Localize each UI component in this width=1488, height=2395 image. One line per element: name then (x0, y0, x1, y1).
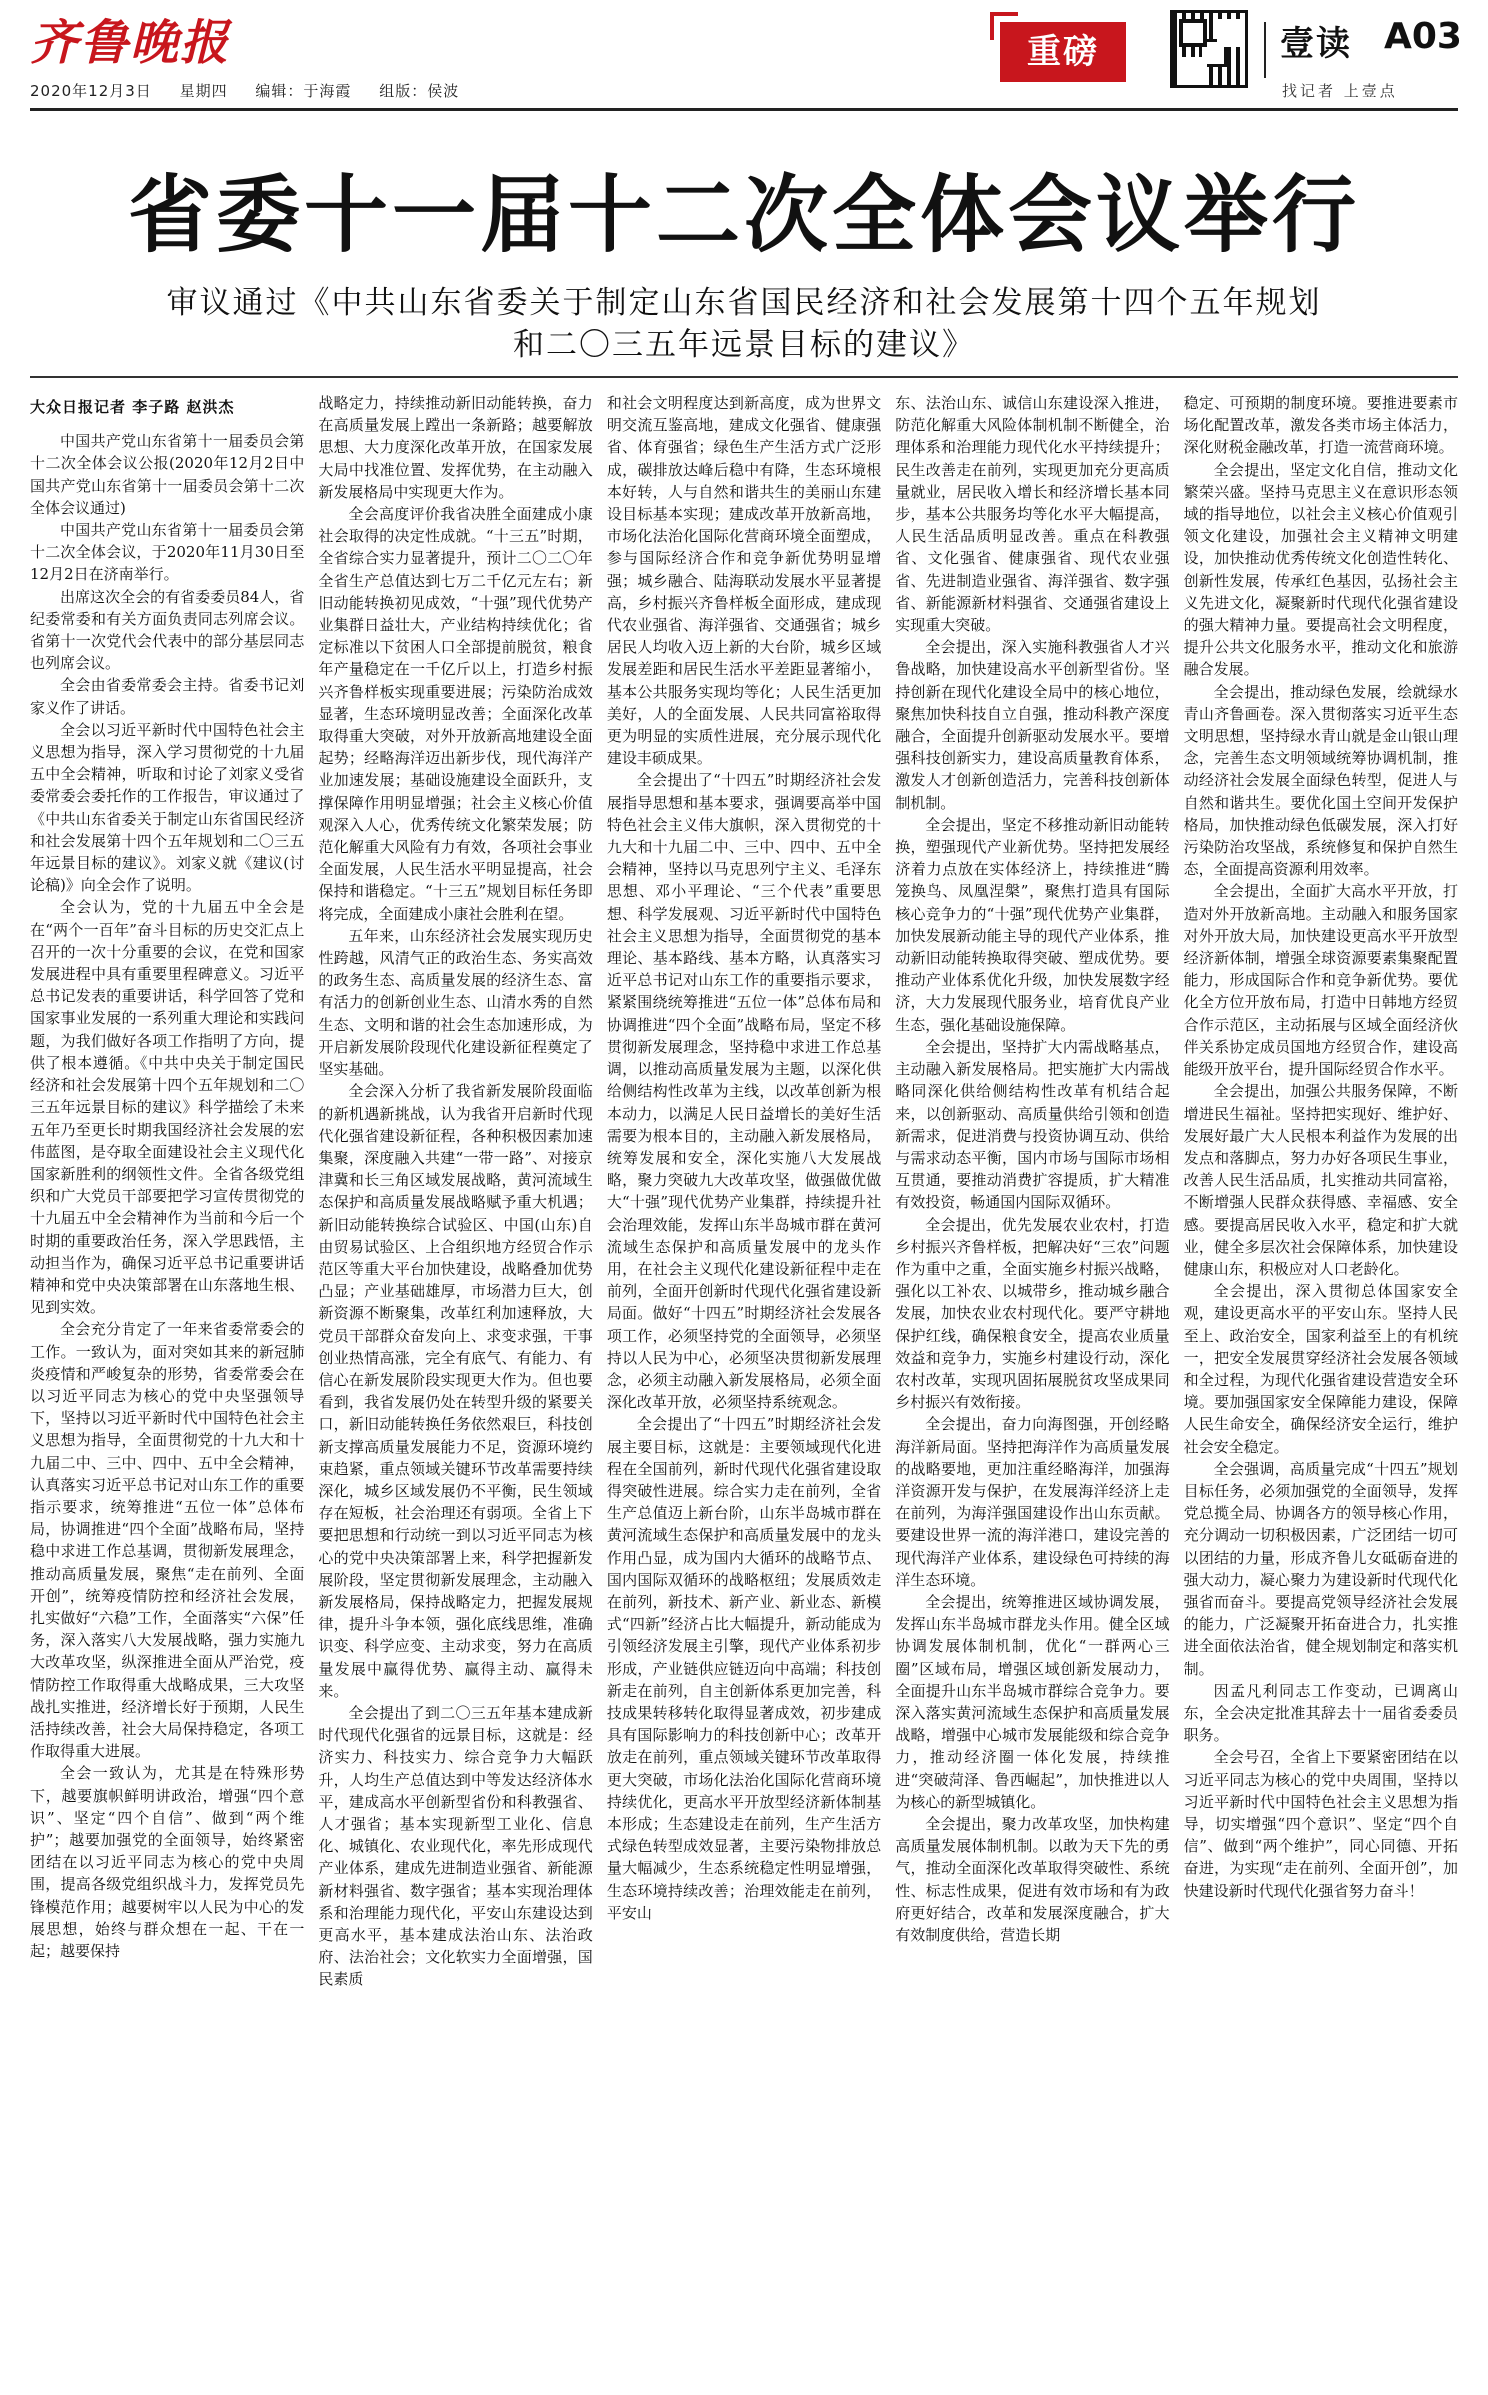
paragraph: 中国共产党山东省第十一届委员会第十二次全体会议公报(2020年12月2日中国共产党山东省第十一届委员会第十二次全体会议通过) (30, 432, 305, 517)
body-column-5 (1184, 392, 1458, 2382)
paragraph: 全会提出了“十四五”时期经济社会发展主要目标，这就是：主要领域现代化进程在全国前列，新时代现代化强省建设取得突破性进展。综合实力走在前列，全省生产总值迈上新台阶，山东半岛城市群在黄河流域生态保护和高质量发展中的龙头作用凸显，成为国内大循环的战略节点、国内国际双循环的战略枢纽；发展质效走在前列，新技术、新产业、新业态、新模式“四新”经济占比大幅提升，新动能成为引领经济发展主引擎，现代产业体系初步形成，产业链供应链迈向中高端；科技创新走在前列，自主创新体系更加完善，科技成果转移转化取得显著成效，初步建成具有国际影响力的科技创新中心；改革开放走在前列，重点领域关键环节改革取得更大突破，市场化法治化国际化营商环境持续优化，更高水平开放型经济新体制基本形成；生态建设走在前列，生产生活方式绿色转型成效显著，主要污染物排放总量大幅减少，生态系统稳定性明显增强，生态环境持续改善；治理效能走在前列，平安山 (606, 1415, 882, 1922)
paragraph: 战略定力，持续推动新旧动能转换，奋力在高质量发展上蹚出一条新路；越要解放思想、大力度深化改革开放，在国家发展大局中找准位置、发挥优势，在主动融入新发展格局中实现更大作为。 (318, 394, 593, 501)
paragraph: 全会高度评价我省决胜全面建成小康社会取得的决定性成就。“十三五”时期，全省综合实力显著提升，预计二〇二〇年全省生产总值达到七万二千亿元左右；新旧动能转换初见成效，“十强”现代优势产业集群日益壮大，产业结构持续优化；省定标准以下贫困人口全部提前脱贫，粮食年产量稳定在一千亿斤以上，打造乡村振兴齐鲁样板实现重要进展；污染防治成效显著，生态环境明显改善；全面深化改革取得重大突破，对外开放新高地建设全面起势；经略海洋迈出新步伐，现代海洋产业加速发展；基础设施建设全面跃升，支撑保障作用明显增强；社会主义核心价值观深入人心，优秀传统文化繁荣发展；防范化解重大风险有力有效，各项社会事业全面发展，人民生活水平明显提高，社会保持和谐稳定。“十三五”规划目标任务即将完成，全面建成小康社会胜利在望。 (318, 505, 593, 923)
reporter-slogan: 找记者 上壹点 (1282, 82, 1398, 100)
section-badge: 重磅 (1000, 22, 1126, 82)
paragraph: 全会提出，深入实施科教强省人才兴鲁战略，加快建设高水平创新型省份。坚持创新在现代化建设全局中的核心地位，聚焦加快科技自立自强，推动科教产深度融合，全面提升创新驱动发展水平。要增强科技创新实力，建设高质量教育体系，激发人才创新创造活力，完善科技创新体制机制。 (895, 638, 1170, 812)
paragraph: 全会强调，高质量完成“十四五”规划目标任务，必须加强党的全面领导，发挥党总揽全局、协调各方的领导核心作用，充分调动一切积极因素，广泛团结一切可以团结的力量，形成齐鲁儿女砥砺奋进的强大动力，凝心聚力为建设新时代现代化强省而奋斗。要提高党领导经济社会发展的能力，广泛凝聚开拓奋进合力，扎实推进全面依法治省，健全规划制定和落实机制。 (1183, 1459, 1459, 1678)
paragraph: 全会提出，聚力改革攻坚，加快构建高质量发展体制机制。以敢为天下先的勇气，推动全面深化改革取得突破性、系统性、标志性成果，促进有效市场和有为政府更好结合，改革和发展深度融合，扩大有效制度供给，营造长期 (895, 1815, 1170, 1945)
paragraph: 全会提出了“十四五”时期经济社会发展指导思想和基本要求，强调要高举中国特色社会主义伟大旗帜，深入贯彻党的十九大和十九届二中、三中、四中、五中全会精神，坚持以马克思列宁主义、毛泽东思想、邓小平理论、“三个代表”重要思想、科学发展观、习近平新时代中国特色社会主义思想为指导，全面贯彻党的基本理论、基本路线、基本方略，认真落实习近平总书记对山东工作的重要指示要求，紧紧围绕统筹推进“五位一体”总体布局和协调推进“四个全面”战略布局，坚定不移贯彻新发展理念，坚持稳中求进工作总基调，以推动高质量发展为主题，以深化供给侧结构性改革为主线，以改革创新为根本动力，以满足人民日益增长的美好生活需要为根本目的，主动融入新发展格局，统筹发展和安全，深化实施八大发展战略，聚力突破九大改革攻坚，做强做优做大“十强”现代优势产业集群，持续提升社会治理效能，发挥山东半岛城市群在黄河流域生态保护和高质量发展中的龙头作用，在社会主义现代化建设新征程中走在前列，全面开创新时代现代化强省建设新局面。做好“十四五”时期经济社会发展各项工作，必须坚持党的全面领导，必须坚持以人民为中心，必须坚决贯彻新发展理念，必须主动融入新发展格局，必须全面深化改革开放，必须坚持系统观念。 (606, 771, 882, 1412)
paragraph: 稳定、可预期的制度环境。要推进要素市场化配置改革，激发各类市场主体活力，深化财税金融改革，打造一流营商环境。 (1183, 394, 1459, 457)
paragraph: 因孟凡利同志工作变动，已调离山东，全会决定批准其辞去十一届省委委员职务。 (1183, 1681, 1459, 1745)
paragraph: 全会以习近平新时代中国特色社会主义思想为指导，深入学习贯彻党的十九届五中全会精神，听取和讨论了刘家义受省委常委会委托作的工作报告，审议通过了《中共山东省委关于制定山东省国民经济和社会发展第十四个五年规划和二〇三五年远景目标的建议》。刘家义就《建议(讨论稿)》向全会作了说明。 (30, 720, 305, 895)
paragraph: 全会提出了到二〇三五年基本建成新时代现代化强省的远景目标，这就是：经济实力、科技实力、综合竞争力大幅跃升，人均生产总值达到中等发达经济体水平，建成高水平创新型省份和科教强省、人才强省；基本实现新型工业化、信息化、城镇化、农业现代化，率先形成现代产业体系，建成先进制造业强省、新能源新材料强省、数字强省；基本实现治理体系和治理能力现代化，平安山东建设达到更高水平，基本建成法治山东、法治政府、法治社会；文化软实力全面增强，国民素质 (318, 1703, 593, 1989)
issue-date: 2020年12月3日 (30, 82, 152, 100)
article-subheadline (60, 282, 1428, 366)
masthead-divider (1264, 22, 1266, 78)
page-number: A03 (1384, 16, 1462, 57)
paragraph: 五年来，山东经济社会发展实现历史性跨越，风清气正的政治生态、务实高效的政务生态、高质量发展的经济生态、富有活力的创新创业生态、山清水秀的自然生态、文明和谐的社会生态加速形成，为开启新发展阶段现代化建设新征程奠定了坚实基础。 (318, 926, 593, 1079)
article-body (30, 392, 1458, 2382)
paragraph: 全会提出，统筹推进区域协调发展，发挥山东半岛城市群龙头作用。健全区域协调发展体制机制，优化“一群两心三圈”区域布局，增强区域创新发展动力，全面提升山东半岛城市群综合竞争力。要深入落实黄河流域生态保护和高质量发展战略，增强中心城市发展能级和综合竞争力，推动经济圈一体化发展，持续推进“突破菏泽、鲁西崛起”，加快推进以人为核心的新型城镇化。 (895, 1592, 1170, 1811)
paragraph: 全会号召，全省上下要紧密团结在以习近平同志为核心的党中央周围，坚持以习近平新时代中国特色社会主义思想为指导，切实增强“四个意识”、坚定“四个自信”、做到“两个维护”，同心同德、开拓奋进，为实现“走在前列、全面开创”，加快建设新时代现代化强省努力奋斗！ (1183, 1748, 1459, 1900)
paragraph: 全会提出，优先发展农业农村，打造乡村振兴齐鲁样板，把解决好“三农”问题作为重中之重，全面实施乡村振兴战略，强化以工补农、以城带乡，推动城乡融合发展，加快农业农村现代化。要严守耕地保护红线，确保粮食安全，提高农业质量效益和竞争力，实施乡村建设行动，深化农村改革，实现巩固拓展脱贫攻坚成果同乡村振兴有效衔接。 (895, 1215, 1170, 1412)
paragraph: 全会深入分析了我省新发展阶段面临的新机遇新挑战，认为我省开启新时代现代化强省建设新征程，各种积极因素加速集聚，深度融入共建“一带一路”、对接京津冀和长三角区域发展战略，黄河流域生态保护和高质量发展战略赋予重大机遇；新旧动能转换综合试验区、中国(山东)自由贸易试验区、上合组织地方经贸合作示范区等重大平台加快建设，战略叠加优势凸显；产业基础雄厚，市场潜力巨大，创新资源不断聚集，改革红利加速释放，大党员干部群众奋发向上、求变求强，干事创业热情高涨，完全有底气、有能力、有信心在新发展阶段实现更大作为。但也要看到，我省发展仍处在转型升级的紧要关口，新旧动能转换任务依然艰巨，科技创新支撑高质量发展能力不足，资源环境约束趋紧，重点领域关键环节改革需要持续深化，城乡区域发展仍不平衡，民生领域存在短板，社会治理还有弱项。全省上下要把思想和行动统一到以习近平同志为核心的党中央决策部署上来，科学把握新发展阶段，坚定贯彻新发展理念，主动融入新发展格局，保持战略定力，把握发展规律，提升斗争本领，强化底线思维，准确识变、科学应变、主动求变，努力在高质量发展中赢得优势、赢得主动、赢得未来。 (318, 1082, 593, 1700)
paragraph: 全会提出，深入贯彻总体国家安全观，建设更高水平的平安山东。坚持人民至上、政治安全，国家利益至上的有机统一，把安全发展贯穿经济社会发展各领域和全过程，为现代化强省建设营造安全环境。要加强国家安全保障能力建设，保障人民生命安全，确保经济安全运行，维护社会安全稳定。 (1183, 1282, 1459, 1456)
dateline (30, 80, 481, 101)
paragraph: 全会提出，加强公共服务保障，不断增进民生福祉。坚持把实现好、维护好、发展好最广大人民根本利益作为发展的出发点和落脚点，努力办好各项民生事业，改善人民生活品质，扎实推动共同富裕，不断增强人民群众获得感、幸福感、安全感。要提高居民收入水平，稳定和扩大就业，健全多层次社会保障体系，加快建设健康山东，积极应对人口老龄化。 (1183, 1082, 1459, 1278)
body-column-3 (607, 392, 881, 2382)
subheadline-line-1: 审议通过《中共山东省委关于制定山东省国民经济和社会发展第十四个五年规划 (166, 285, 1322, 321)
paragraph: 全会提出，全面扩大高水平开放，打造对外开放新高地。主动融入和服务国家对外开放大局，加快建设更高水平开放型经济新体制，增强全球资源要素集聚配置能力，形成国际合作和竞争新优势。要优化全方位开放布局，打造中日韩地方经贸合作示范区，主动拓展与区域全面经济伙伴关系协定成员国地方经贸合作，建设高能级开放平台，提升国际经贸合作水平。 (1183, 882, 1459, 1079)
paragraph: 全会提出，坚定不移推动新旧动能转换，塑强现代产业新优势。坚持把发展经济着力点放在实体经济上，持续推进“腾笼换鸟、凤凰涅槃”，聚焦打造具有国际核心竞争力的“十强”现代优势产业集群，加快发展新动能主导的现代产业体系，推动新旧动能转换取得突破、塑成优势。要推动产业体系优化升级，加快发展数字经济，大力发展现代服务业，培育优良产业生态，强化基础设施保障。 (895, 815, 1170, 1034)
paragraph: 中国共产党山东省第十一届委员会第十二次全体会议，于2020年11月30日至12月2日在济南举行。 (30, 521, 305, 584)
masthead-rule (30, 108, 1458, 111)
body-column-1 (30, 392, 304, 2382)
body-column-4 (895, 392, 1169, 2382)
qr-code-icon[interactable] (1170, 10, 1248, 88)
paragraph: 全会提出，奋力向海图强，开创经略海洋新局面。坚持把海洋作为高质量发展的战略要地，更加注重经略海洋，加强海洋资源开发与保护，在发展海洋经济上走在前列，为海洋强国建设作出山东贡献。要建设世界一流的海洋港口，建设完善的现代海洋产业体系，建设绿色可持续的海洋生态环境。 (895, 1415, 1170, 1589)
paragraph: 全会认为，党的十九届五中全会是在“两个一百年”奋斗目标的历史交汇点上召开的一次十分重要的会议，在党和国家发展进程中具有重要里程碑意义。习近平总书记发表的重要讲话，科学回答了党和国家事业发展的一系列重大理论和实践问题，为我们做好各项工作指明了方向，提供了根本遵循。《中共中央关于制定国民经济和社会发展第十四个五年规划和二〇三五年远景目标的建议》科学描绘了未来五年乃至更长时期我国经济社会发展的宏伟蓝图，是夺取全面建设社会主义现代化国家新胜利的纲领性文件。全省各级党组织和广大党员干部要把学习宣传贯彻党的十九届五中全会精神作为当前和今后一个时期的重要政治任务，深入学思践悟，主动担当作为，确保习近平总书记重要讲话精神和党中央决策部署在山东落地生根、见到实效。 (30, 898, 305, 1317)
issue-weekday: 星期四 (179, 82, 228, 100)
newspaper-logo: 齐鲁晚报 (30, 15, 231, 71)
paragraph: 全会充分肯定了一年来省委常委会的工作。一致认为，面对突如其来的新冠肺炎疫情和严峻复杂的形势，省委常委会在以习近平同志为核心的党中央坚强领导下，坚持以习近平新时代中国特色社会主义思想为指导，全面贯彻党的十九大和十九届二中、三中、四中、五中全会精神，认真落实习近平总书记对山东工作的重要指示要求，统筹推进“五位一体”总体布局，协调推进“四个全面”战略布局，坚持稳中求进工作总基调，贯彻新发展理念，推动高质量发展，聚焦“走在前列、全面开创”，统筹疫情防控和经济社会发展，扎实做好“六稳”工作，全面落实“六保”任务，深入落实八大发展战略，强力实施九大改革攻坚，纵深推进全面从严治党，疫情防控工作取得重大战略成果，三大攻坚战扎实推进，经济增长好于预期，人民生活持续改善，社会大局保持稳定，各项工作取得重大进展。 (30, 1320, 305, 1761)
paragraph: 全会提出，推动绿色发展，绘就绿水青山齐鲁画卷。深入贯彻落实习近平生态文明思想，坚持绿水青山就是金山银山理念，完善生态文明领域统筹协调机制，推动经济社会发展全面绿色转型，促进人与自然和谐共生。要优化国土空间开发保护格局，加快推动绿色低碳发展，深入打好污染防治攻坚战，系统修复和保护自然生态，全面提高资源利用效率。 (1183, 682, 1459, 879)
subheadline-line-2: 和二〇三五年远景目标的建议》 (513, 327, 975, 363)
paragraph: 全会提出，坚定文化自信，推动文化繁荣兴盛。坚持马克思主义在意识形态领域的指导地位，以社会主义核心价值观引领文化建设，加强社会主义精神文明建设，加快推动优秀传统文化创造性转化、创新性发展，传承红色基因，弘扬社会主义先进文化，凝聚新时代现代化强省建设的强大精神力量。要提高社会文明程度，提升公共文化服务水平，推动文化和旅游融合发展。 (1183, 460, 1459, 679)
paragraph: 全会一致认为，尤其是在特殊形势下，越要旗帜鲜明讲政治，增强“四个意识”、坚定“四个自信”、做到“两个维护”；越要加强党的全面领导，始终紧密团结在以习近平同志为核心的党中央周围，提高各级党组织战斗力，发挥党员先锋模范作用；越要树牢以人民为中心的发展思想，始终与群众想在一起、干在一起；越要保持 (30, 1764, 305, 1961)
paragraph: 东、法治山东、诚信山东建设深入推进，防范化解重大风险体制机制不断健全，治理体系和治理能力现代化水平持续提升；民生改善走在前列，实现更加充分更高质量就业，居民收入增长和经济增长基本同步，基本公共服务均等化水平大幅提高，人民生活品质明显改善。重点在科教强省、文化强省、健康强省、现代农业强省、先进制造业强省、海洋强省、数字强省、新能源新材料强省、交通强省建设上实现重大突破。 (895, 394, 1170, 635)
paragraph: 出席这次全会的有省委委员84人，省纪委常委和有关方面负责同志列席会议。省第十一次党代会代表中的部分基层同志也列席会议。 (30, 587, 305, 673)
paragraph: 全会提出，坚持扩大内需战略基点，主动融入新发展格局。把实施扩大内需战略同深化供给侧结构性改革有机结合起来，以创新驱动、高质量供给引领和创造新需求，促进消费与投资协调互动、供给与需求动态平衡，国内市场与国际市场相互贯通，要推动消费扩容提质，扩大精准有效投资，畅通国内国际双循环。 (895, 1037, 1170, 1212)
paragraph: 全会由省委常委会主持。省委书记刘家义作了讲话。 (30, 676, 305, 717)
byline: 大众日报记者 李子路 赵洪杰 (30, 398, 235, 416)
headline-rule (30, 376, 1458, 378)
section-name: 壹读 (1280, 24, 1352, 64)
editor-credit: 编辑：于海霞 (255, 82, 352, 100)
masthead (0, 0, 1488, 118)
article-headline: 省委十一届十二次全体会议举行 (127, 166, 1360, 264)
body-column-2 (318, 392, 592, 2382)
paragraph: 和社会文明程度达到新高度，成为世界文明交流互鉴高地，建成文化强省、健康强省、体育强省；绿色生产生活方式广泛形成，碳排放达峰后稳中有降，生态环境根本好转，人与自然和谐共生的美丽山东建设目标基本实现；建成改革开放新高地，市场化法治化国际化营商环境全面塑成，参与国际经济合作和竞争新优势明显增强；城乡融合、陆海联动发展水平显著提高，乡村振兴齐鲁样板全面形成，建成现代农业强省、海洋强省、交通强省；城乡居民人均收入迈上新的大台阶，城乡区域发展差距和居民生活水平差距显著缩小，基本公共服务实现均等化；人民生活更加美好，人的全面发展、人民共同富裕取得更为明显的实质性进展，充分展示现代化建设丰硕成果。 (606, 394, 882, 768)
layout-credit: 组版：侯波 (379, 82, 460, 100)
